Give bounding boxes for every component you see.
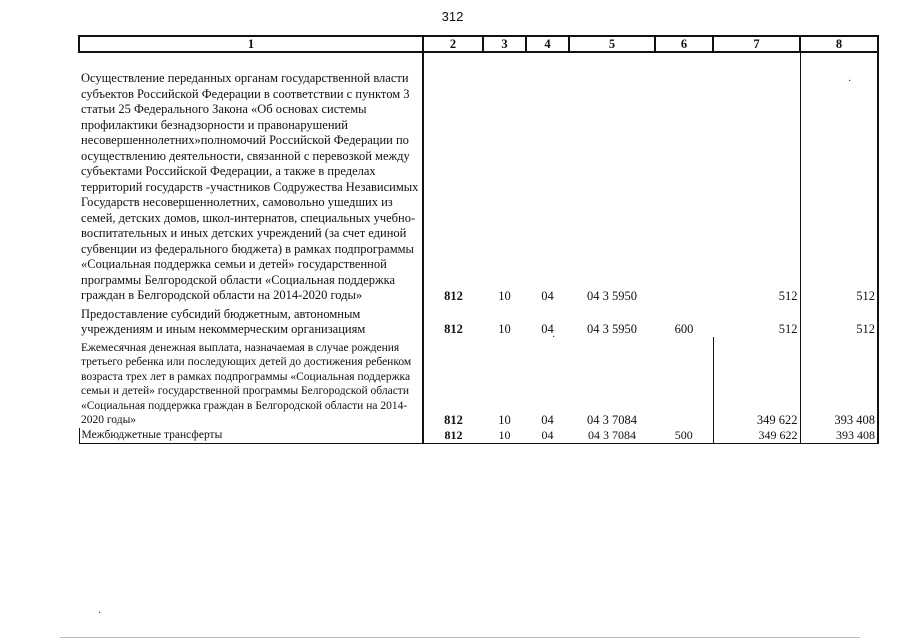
table-row [79,337,878,428]
column-header: 4 [526,36,569,52]
row-description: Осуществление переданных органам государственной власти субъектов Российской Федерации в соответствии с пунктом 3 статьи 25 Федерального Закона «Об основах системы профилактики безнадзорности и правонарушений несовершеннолетних»полномочий Российской Федерации по осуществлению деятельности, связанной с перевозкой между субъектами Российской Федерации, а также в пределах территорий государств -участников Содружества Независимых Государств несовершеннолетних, самовольно ушедших из семей, детских домов, школ-интернатов, специальных учебно-воспитательных и иных детских учреждений (за счет единой субвенции из федерального бюджета) в рамках подпрограммы «Социальная поддержка семьи и детей» государственной программы Белгородской области «Социальная поддержка граждан в Белгородской области на 2014-2020 годы» [81,71,419,302]
admin-code: 812 [423,304,483,337]
section-code: 10 [498,321,511,336]
expense-type-code: 500 [655,428,713,444]
sum-column-7: 349 622 [713,428,800,444]
column-header-row [79,36,878,52]
column-header: 1 [79,36,423,52]
sum-column-8: 393 408 [800,337,878,428]
scan-dot-mark: · [98,608,102,619]
subsection-code: 04 [541,321,554,336]
target-code: 04 3 7084 [569,428,655,444]
expense-type-code [655,52,713,304]
target-code: 04 3 7084 [587,412,637,427]
sum-column-7: 512 [778,321,798,336]
section-code: 10 [483,428,526,444]
scan-dot-mark: · [848,76,852,87]
target-code: 04 3 5950 [587,288,637,303]
row-description: Ежемесячная денежная выплата, назначаемая в случае рождения третьего ребенка или последующих детей до достижения ребенком возраста трех лет в рамках подпрограммы «Социальная поддержка семьи и детей» государственной программы Белгородской области «Социальная поддержка граждан в Белгородской области на 2014-2020 годы» [81,341,412,426]
sum-column-7: 349 622 [713,337,800,428]
admin-code: 812 [423,52,483,304]
section-code: 10 [498,288,511,303]
sum-column-7: 512 [778,288,798,303]
row-description: Межбюджетные трансферты [79,428,423,444]
budget-table [78,35,879,444]
column-header: 7 [713,36,800,52]
expense-type-code: 600 [674,321,694,336]
table-row [79,304,878,337]
target-code: 04 3 5950 [587,321,637,336]
column-header: 5 [569,36,655,52]
subsection-code: 04 [541,288,554,303]
sum-column-8: 512 [800,52,878,304]
table-row [79,428,878,444]
row-description: Предоставление субсидий бюджетным, автономным учреждениям и иным некоммерческим организациям [81,306,366,336]
scan-dot-mark: · [552,332,556,343]
sum-column-8: 512 [800,304,878,337]
page-number: 312 [441,9,464,24]
table-row [79,52,878,304]
section-code: 10 [498,412,511,427]
scan-edge-line [60,637,860,638]
column-header: 8 [800,36,878,52]
column-header: 2 [423,36,483,52]
column-header: 3 [483,36,526,52]
subsection-code: 04 [541,412,554,427]
sum-column-8: 393 408 [800,428,878,444]
expense-type-code [655,337,713,428]
admin-code: 812 [423,428,483,444]
subsection-code: 04 [526,428,569,444]
column-header: 6 [655,36,713,52]
admin-code: 812 [423,337,483,428]
